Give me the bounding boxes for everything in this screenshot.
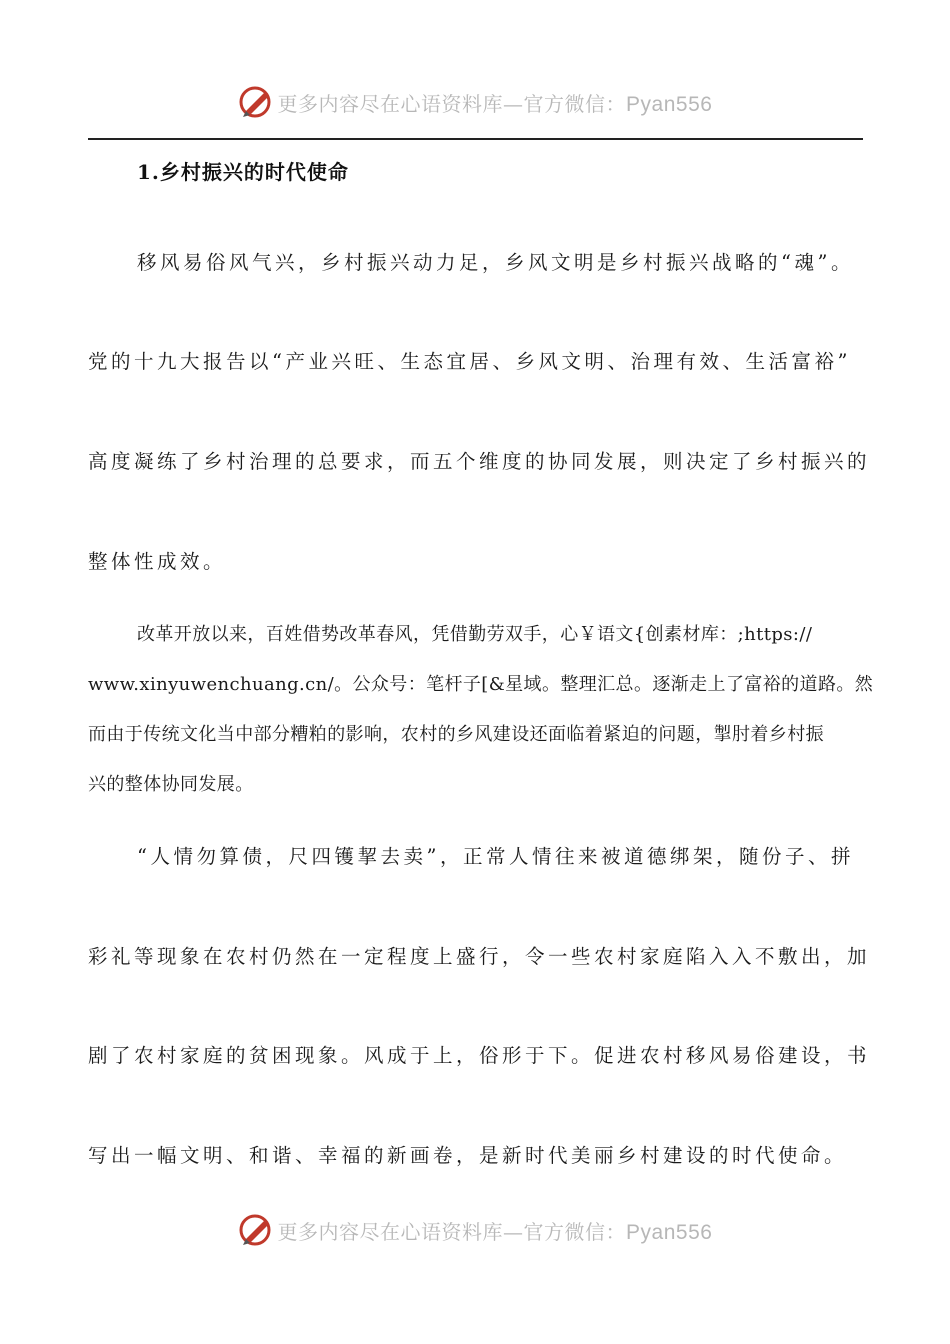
paragraph-2-line-1: 改革开放以来，百姓借势改革春风，凭借勤劳双手，心￥语文{创素材库：;https:// [137,624,813,645]
paragraph-1-line-3: 高度凝练了乡村治理的总要求，而五个维度的协同发展，则决定了乡村振兴的 [88,450,871,473]
header-divider [88,138,863,140]
paragraph-1-line-4: 整体性成效。 [88,550,227,573]
paragraph-2-line-3: 而由于传统文化当中部分糟粕的影响，农村的乡风建设还面临着紧迫的问题，掣肘着乡村振 [88,724,824,745]
banner-contact: Pyan556 [626,92,713,116]
footer-contact: Pyan556 [626,1220,713,1244]
paragraph-3-line-3: 剧了农村家庭的贫困现象。风成于上，俗形于下。促进农村移风易俗建设，书 [88,1044,871,1067]
banner-label: 更多内容尽在心语资料库—官方微信： [277,91,627,116]
paragraph-3-line-2: 彩礼等现象在农村仍然在一定程度上盛行，令一些农村家庭陷入入不敷出，加 [88,945,871,968]
header-banner [0,82,950,122]
footer-label: 更多内容尽在心语资料库—官方微信： [277,1219,627,1244]
pen-logo-icon [238,1212,274,1248]
paragraph-3-line-1: “人情勿算债，尺四镬挈去卖”，正常人情往来被道德绑架，随份子、拼 [137,845,854,868]
paragraph-1-line-1: 移风易俗风气兴，乡村振兴动力足，乡风文明是乡村振兴战略的“魂”。 [137,251,854,274]
paragraph-1-line-2: 党的十九大报告以“产业兴旺、生态宜居、乡风文明、治理有效、生活富裕” [88,350,851,373]
pen-logo-icon [238,84,274,120]
section-heading: 1.乡村振兴的时代使命 [137,160,349,184]
paragraph-3-line-4: 写出一幅文明、和谐、幸福的新画卷，是新时代美丽乡村建设的时代使命。 [88,1144,848,1167]
paragraph-2-line-4: 兴的整体协同发展。 [88,774,254,795]
paragraph-2-line-2: www.xinyuwenchuang.cn/。公众号：笔杆子[&星域。整理汇总。逐渐走上了富裕的道路。然 [88,674,874,695]
footer-banner [0,1210,950,1250]
footer-text [278,1216,713,1245]
banner-text [278,88,713,117]
